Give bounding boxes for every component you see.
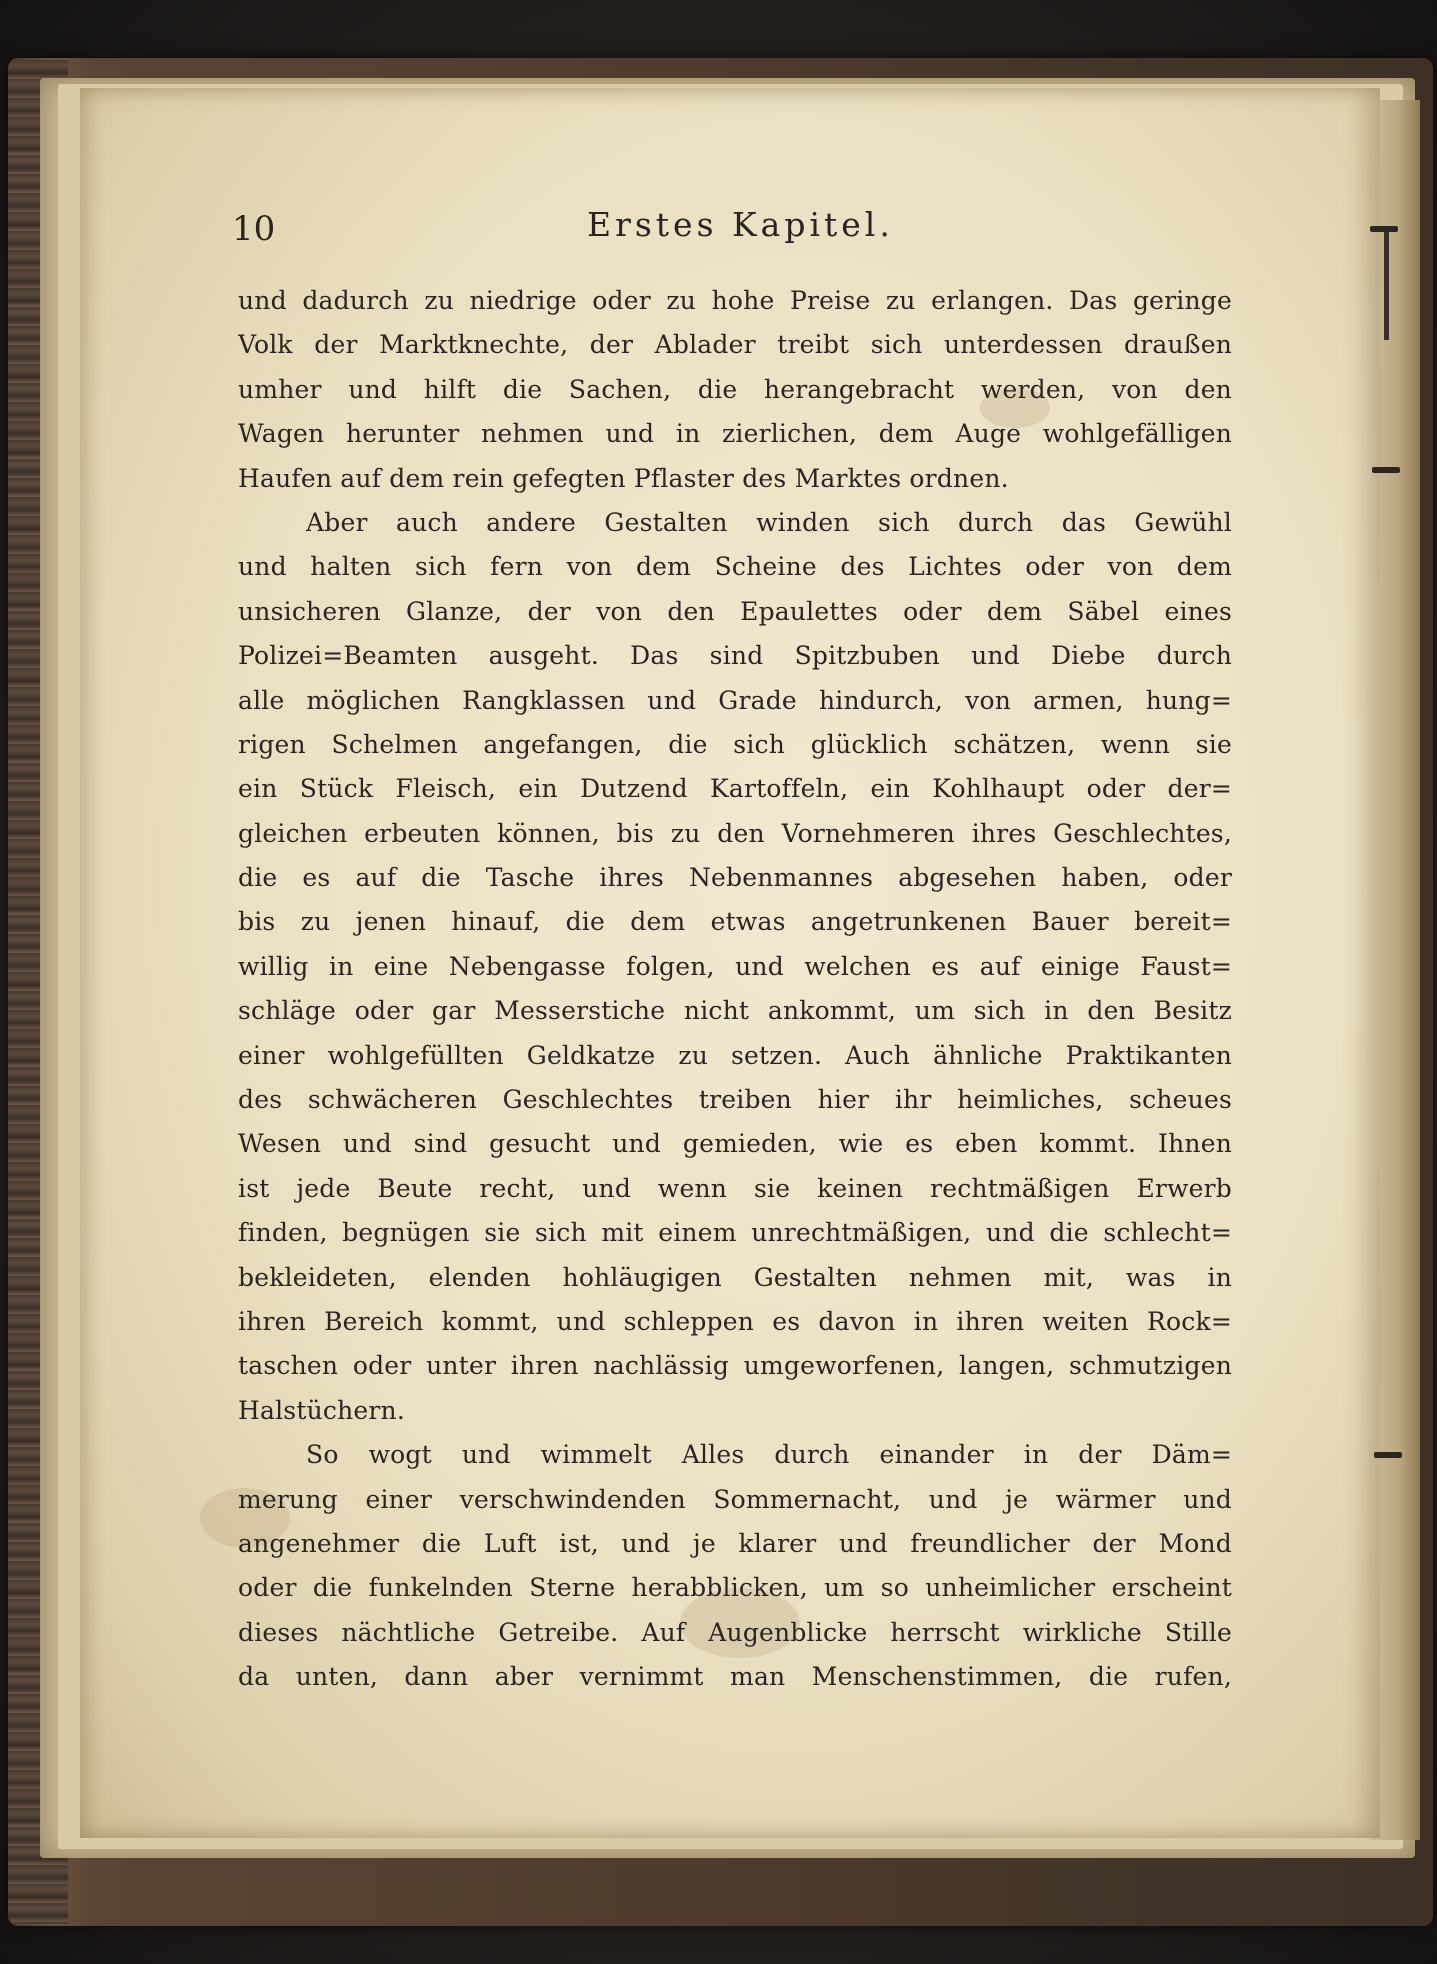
text-line: Volk der Marktknechte, der Ablader treibt sich unterdessen draußen <box>238 330 1232 360</box>
binding-stitch <box>1370 226 1398 232</box>
text-line: gleichen erbeuten können, bis zu den Vornehmeren ihres Geschlechtes, <box>238 818 1232 848</box>
text-line: einer wohlgefüllten Geldkatze zu setzen. Auch ähnliche Praktikanten <box>238 1040 1232 1070</box>
text-line: Wesen und sind gesucht und gemieden, wie es eben kommt. Ihnen <box>238 1129 1232 1159</box>
text-line: unsicheren Glanze, der von den Epaulettes oder dem Säbel eines <box>238 596 1232 626</box>
text-line: ein Stück Fleisch, ein Dutzend Kartoffeln, ein Kohlhaupt oder der= <box>238 774 1232 804</box>
text-line: dieses nächtliche Getreibe. Auf Augenblicke herrscht wirkliche Stille <box>238 1617 1232 1647</box>
text-line: da unten, dann aber vernimmt man Menschenstimmen, die rufen, <box>238 1662 1232 1692</box>
page-number: 10 <box>232 209 276 249</box>
binding-stitch <box>1372 467 1400 473</box>
text-line: bis zu jenen hinauf, die dem etwas angetrunkenen Bauer bereit= <box>238 907 1232 937</box>
text-line: Aber auch andere Gestalten winden sich durch das Gewühl <box>306 507 1232 537</box>
text-line: angenehmer die Luft ist, und je klarer und freundlicher der Mond <box>238 1528 1232 1558</box>
text-line: und halten sich fern von dem Scheine des Lichtes oder von dem <box>238 552 1232 582</box>
chapter-title: Erstes Kapitel. <box>587 205 894 244</box>
text-line: des schwächeren Geschlechtes treiben hier ihr heimliches, scheues <box>238 1085 1232 1115</box>
text-line: ihren Bereich kommt, und schleppen es davon in ihren weiten Rock= <box>238 1306 1232 1336</box>
text-line: umher und hilft die Sachen, die herangebracht werden, von den <box>238 374 1232 404</box>
text-line: die es auf die Tasche ihres Nebenmannes abgesehen haben, oder <box>238 863 1232 893</box>
text-line: ist jede Beute recht, und wenn sie keinen rechtmäßigen Erwerb <box>238 1173 1232 1203</box>
text-line: oder die funkelnden Sterne herabblicken, um so unheimlicher erscheint <box>238 1573 1232 1603</box>
text-line: merung einer verschwindenden Sommernacht, und je wärmer und <box>238 1484 1232 1514</box>
text-line: Wagen herunter nehmen und in zierlichen, dem Auge wohlgefälligen <box>238 419 1232 449</box>
text-line: So wogt und wimmelt Alles durch einander in der Däm= <box>306 1440 1232 1470</box>
text-line: finden, begnügen sie sich mit einem unrechtmäßigen, und die schlecht= <box>238 1218 1232 1248</box>
text-line: taschen oder unter ihren nachlässig umgeworfenen, langen, schmutzigen <box>238 1351 1232 1381</box>
text-line: willig in eine Nebengasse folgen, und welchen es auf einige Faust= <box>238 951 1232 981</box>
text-line: schläge oder gar Messerstiche nicht ankommt, um sich in den Besitz <box>238 996 1232 1026</box>
text-line: Haufen auf dem rein gefegten Pflaster des Marktes ordnen. <box>238 463 1009 493</box>
text-line: und dadurch zu niedrige oder zu hohe Preise zu erlangen. Das geringe <box>238 286 1232 315</box>
text-line: Halstüchern. <box>238 1395 405 1425</box>
body-text <box>238 279 1232 1700</box>
text-line: bekleideten, elenden hohläugigen Gestalten nehmen mit, was in <box>238 1262 1232 1292</box>
text-line: Polizei=Beamten ausgeht. Das sind Spitzbuben und Diebe durch <box>238 641 1232 671</box>
running-head <box>232 205 1232 261</box>
text-line: rigen Schelmen angefangen, die sich glücklich schätzen, wenn sie <box>238 729 1232 759</box>
binding-thread <box>1384 230 1389 340</box>
text-line: alle möglichen Rangklassen und Grade hindurch, von armen, hung= <box>238 685 1232 715</box>
binding-stitch <box>1374 1452 1402 1458</box>
